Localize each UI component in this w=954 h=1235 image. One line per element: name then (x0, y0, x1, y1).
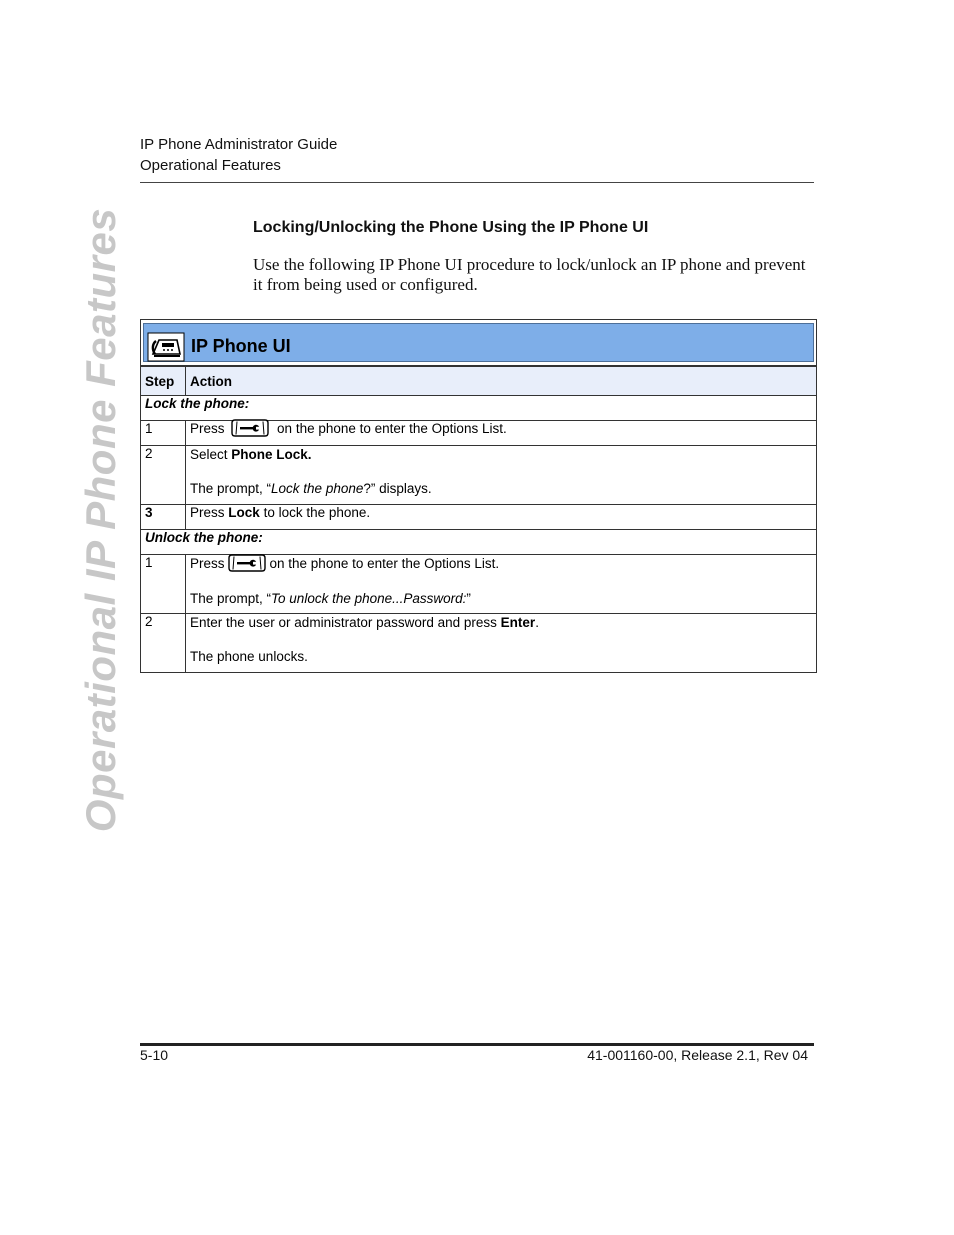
prompt-line (190, 590, 812, 607)
prompt-text: The prompt, “ (190, 590, 272, 606)
step-action (186, 555, 817, 614)
section-heading: Locking/Unlocking the Phone Using the IP Phone UI (253, 219, 649, 236)
step-action (186, 421, 817, 446)
step-number: 3 (141, 505, 186, 530)
group-row-lock (141, 396, 817, 421)
column-header-step: Step (141, 367, 186, 396)
table-row (141, 421, 817, 446)
action-line (190, 446, 812, 463)
prompt-text: The prompt, “ (190, 481, 272, 496)
step-number: 1 (141, 421, 186, 446)
group-label-lock: Lock the phone: (141, 396, 817, 421)
running-header-chapter: Operational Features (140, 157, 281, 174)
prompt-italic: Lock the phone (271, 481, 364, 496)
procedure-table (140, 366, 817, 673)
step-action (186, 505, 817, 530)
action-line (190, 555, 812, 573)
action-text: . (535, 615, 539, 630)
table-row (141, 446, 817, 505)
line-gap (190, 573, 812, 590)
table-row (141, 555, 817, 614)
table-row (141, 505, 817, 530)
action-text: Press (190, 421, 225, 437)
intro-paragraph: Use the following IP Phone UI procedure to lock/unlock an IP phone and prevent it from being used or configured. (253, 255, 806, 294)
action-text: Enter the user or administrator password and press (190, 615, 497, 630)
step-number: 2 (141, 446, 186, 505)
document-id: 41-001160-00, Release 2.1, Rev 04 (587, 1047, 808, 1063)
options-key-icon (230, 418, 270, 438)
prompt-text: ?” displays. (363, 481, 432, 496)
phone-icon (147, 332, 185, 362)
action-line (190, 614, 812, 631)
prompt-text: ” (466, 590, 471, 606)
action-bold-term: Enter (500, 615, 536, 630)
step-number: 1 (141, 555, 186, 614)
action-bold-term: Phone Lock. (231, 447, 312, 462)
step-action (186, 614, 817, 673)
step-action (186, 446, 817, 505)
action-text: on the phone to enter the Options List. (269, 556, 500, 571)
footer-rule (140, 1043, 814, 1046)
column-header-action: Action (186, 367, 817, 396)
action-text: Press (190, 556, 225, 571)
line-gap (190, 631, 812, 648)
side-chapter-title: Operational IP Phone Features (77, 207, 124, 833)
action-bold-term: Lock (228, 505, 260, 520)
action-text: on the phone to enter the Options List. (277, 421, 507, 437)
step-number: 2 (141, 614, 186, 673)
table-header-row (141, 367, 817, 396)
options-key-icon (227, 553, 267, 573)
procedure-header-bar (143, 323, 814, 362)
group-label-unlock: Unlock the phone: (141, 530, 817, 555)
running-header-title: IP Phone Administrator Guide (140, 136, 338, 153)
page-number: 5-10 (140, 1047, 169, 1063)
procedure-title: IP Phone UI (191, 336, 291, 356)
procedure-header (140, 319, 817, 366)
action-text: Press (190, 505, 225, 520)
action-text: Select (190, 447, 228, 462)
line-gap (190, 463, 812, 480)
header-rule (140, 182, 814, 183)
action-text: to lock the phone. (263, 505, 371, 520)
table-row (141, 614, 817, 673)
group-row-unlock (141, 530, 817, 555)
result-line: The phone unlocks. (190, 649, 308, 664)
prompt-italic: To unlock the phone...Password: (271, 590, 467, 606)
prompt-line (190, 480, 812, 497)
